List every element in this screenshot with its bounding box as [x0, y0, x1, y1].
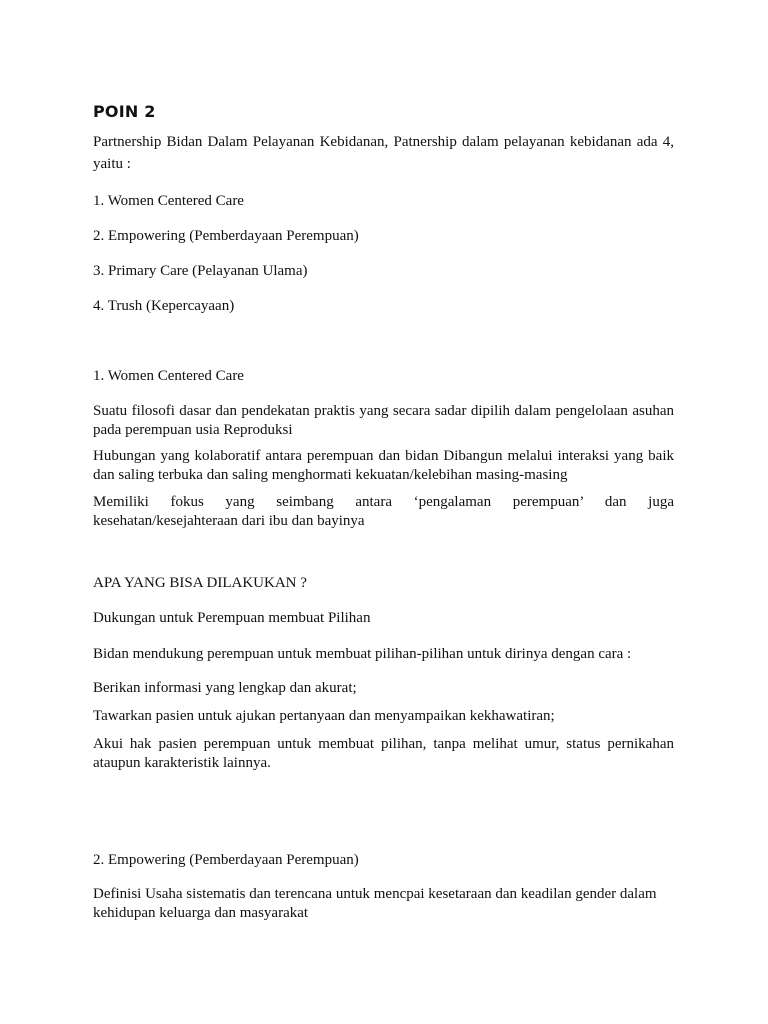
page-heading: POIN 2: [93, 102, 156, 121]
section-paragraph: Suatu filosofi dasar dan pendekatan praktis yang secara sadar dipilih dalam pengelolaan asuhan pada perempuan usia Reproduksi: [93, 403, 674, 438]
intro-paragraph: Partnership Bidan Dalam Pelayanan Kebidanan, Patnership dalam pelayanan kebidanan ada 4, yaitu :: [93, 134, 674, 172]
section-paragraph: Hubungan yang kolaboratif antara perempuan dan bidan Dibangun melalui interaksi yang baik dan saling terbuka dan saling menghormati kekuatan/kelebihan masing-masing: [93, 448, 674, 483]
list-item: 1. Women Centered Care: [93, 193, 244, 209]
section-title: 2. Empowering (Pemberdayaan Perempuan): [93, 852, 359, 868]
list-item: Tawarkan pasien untuk ajukan pertanyaan dan menyampaikan kekhawatiran;: [93, 708, 555, 724]
list-item: Akui hak pasien perempuan untuk membuat pilihan, tanpa melihat umur, status pernikahan ataupun karakteristik lainnya.: [93, 736, 674, 771]
section-title: APA YANG BISA DILAKUKAN ?: [93, 575, 307, 591]
list-item: 4. Trush (Kepercayaan): [93, 298, 235, 314]
section-lead: Bidan mendukung perempuan untuk membuat pilihan-pilihan untuk dirinya dengan cara :: [93, 646, 632, 662]
list-item: 3. Primary Care (Pelayanan Ulama): [93, 263, 308, 279]
section-paragraph: Definisi Usaha sistematis dan terencana untuk mencpai kesetaraan dan keadilan gender dalam kehidupan keluarga dan masyarakat: [93, 886, 657, 921]
list-item: Berikan informasi yang lengkap dan akurat;: [93, 680, 357, 696]
section-title: 1. Women Centered Care: [93, 368, 244, 384]
list-item: 2. Empowering (Pemberdayaan Perempuan): [93, 228, 359, 244]
section-subtitle: Dukungan untuk Perempuan membuat Pilihan: [93, 610, 371, 626]
section-paragraph: Memiliki fokus yang seimbang antara ‘pengalaman perempuan’ dan juga kesehatan/kesejahteraan dari ibu dan bayinya: [93, 494, 674, 529]
